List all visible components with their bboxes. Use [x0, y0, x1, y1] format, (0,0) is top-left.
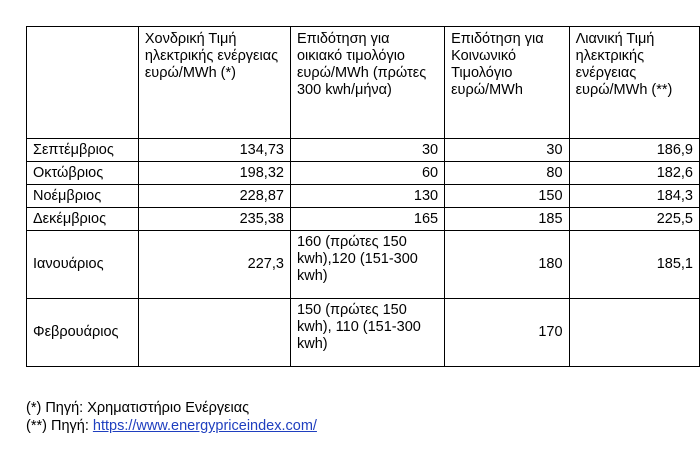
source-note-retail-prefix: (**) Πηγή: [26, 418, 93, 434]
cell-household-subsidy: 165 [290, 208, 444, 231]
source-note-exchange: (*) Πηγή: Χρηματιστήριο Ενέργειας [26, 400, 250, 416]
header-month [27, 27, 139, 139]
table-row [27, 162, 700, 185]
table-row [27, 139, 700, 162]
cell-wholesale: 228,87 [138, 185, 290, 208]
cell-wholesale: 227,3 [138, 231, 290, 299]
cell-retail [569, 299, 699, 367]
cell-household-subsidy: 60 [290, 162, 444, 185]
cell-month: Ιανουάριος [27, 231, 139, 299]
cell-household-subsidy: 30 [290, 139, 444, 162]
cell-household-subsidy: 160 (πρώτες 150 kwh),120 (151-300 kwh) [290, 231, 444, 299]
sources-notes [26, 399, 317, 435]
cell-social-subsidy: 180 [445, 231, 569, 299]
cell-wholesale [138, 299, 290, 367]
header-wholesale-price: Χονδρική Τιμή ηλεκτρικής ενέργειας ευρώ/MWh (*) [138, 27, 290, 139]
cell-social-subsidy: 30 [445, 139, 569, 162]
table-row [27, 231, 700, 299]
energypriceindex-link[interactable]: https://www.energypriceindex.com/ [92, 418, 317, 434]
cell-household-subsidy: 130 [290, 185, 444, 208]
header-retail-price: Λιανική Τιμή ηλεκτρικής ενέργειας ευρώ/MWh (**) [569, 27, 699, 139]
table-header-row [27, 27, 700, 139]
source-note-retail [26, 417, 317, 435]
cell-retail: 186,9 [569, 139, 699, 162]
cell-wholesale: 134,73 [138, 139, 290, 162]
cell-month: Φεβρουάριος [27, 299, 139, 367]
table-row [27, 208, 700, 231]
cell-month: Νοέμβριος [27, 185, 139, 208]
header-social-subsidy: Επιδότηση για Κοινωνικό Τιμολόγιο ευρώ/MWh [445, 27, 569, 139]
cell-retail: 225,5 [569, 208, 699, 231]
cell-household-subsidy: 150 (πρώτες 150 kwh), 110 (151-300 kwh) [290, 299, 444, 367]
cell-wholesale: 235,38 [138, 208, 290, 231]
cell-retail: 185,1 [569, 231, 699, 299]
table-row [27, 185, 700, 208]
cell-social-subsidy: 150 [445, 185, 569, 208]
cell-retail: 184,3 [569, 185, 699, 208]
cell-social-subsidy: 80 [445, 162, 569, 185]
table-row [27, 299, 700, 367]
cell-wholesale: 198,32 [138, 162, 290, 185]
cell-social-subsidy: 170 [445, 299, 569, 367]
cell-social-subsidy: 185 [445, 208, 569, 231]
cell-month: Σεπτέμβριος [27, 139, 139, 162]
cell-retail: 182,6 [569, 162, 699, 185]
cell-month: Δεκέμβριος [27, 208, 139, 231]
cell-month: Οκτώβριος [27, 162, 139, 185]
header-household-subsidy: Επιδότηση για οικιακό τιμολόγιο ευρώ/MWh (πρώτες 300 kwh/μήνα) [290, 27, 444, 139]
price-table [26, 26, 700, 367]
